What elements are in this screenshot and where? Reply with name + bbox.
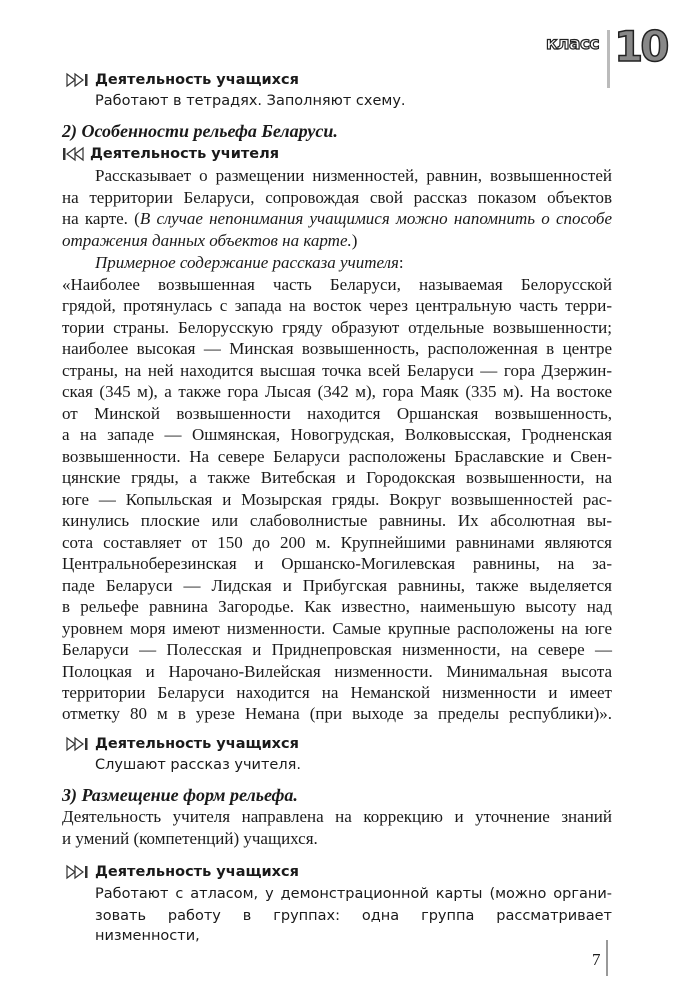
activity-text: зовать работу в группах: одна группа рассматривает низменности,	[95, 908, 612, 944]
footer-divider	[606, 940, 608, 976]
text-segment: Деятельность учителя направлена на коррекцию и уточнение знаний	[62, 807, 612, 826]
text-segment: ская (345 м), а также гора Лысая (342 м), гора Маяк (335 м). На востоке	[62, 382, 612, 401]
text-line	[95, 166, 612, 186]
text-segment: кинулись плоские или слабоволнистые равнины. Их абсолютная вы-	[62, 511, 612, 530]
section-heading: 2) Особенности рельефа Беларуси.	[62, 121, 338, 141]
text-segment: возвышенности. На севере Беларуси расположены Браславские и Свен-	[62, 447, 612, 466]
text-segment: на территории Беларуси, сопровождая свой рассказ показом объектов	[62, 188, 612, 207]
text-segment: Центральноберезинская и Оршанско-Могилевская равнины, на за-	[62, 554, 612, 573]
text-line	[62, 468, 612, 488]
text-line	[62, 339, 612, 359]
activity-heading: Деятельность учащихся	[95, 72, 299, 88]
class-label: класс	[546, 34, 600, 54]
text-line	[62, 807, 612, 827]
text-segment: цянские гряды, а также Витебская и Городокская возвышенности, на	[62, 468, 612, 487]
text-segment: страны, на ней находится высшая точка всей Беларуси — гора Дзержин-	[62, 361, 612, 380]
text-line	[62, 296, 612, 316]
text-line	[62, 209, 612, 229]
text-line	[62, 490, 612, 510]
activity-heading: Деятельность учащихся	[95, 736, 299, 752]
text-line	[62, 361, 612, 381]
activity-text: Слушают рассказ учителя.	[95, 757, 301, 773]
text-line	[62, 597, 612, 617]
italic-text: Примерное содержание рассказа учителя	[95, 253, 399, 272]
italic-text: отражения данных объектов на карте.	[62, 231, 352, 250]
text-segment: от Минской возвышенности находится Оршанская возвышенность,	[62, 404, 612, 423]
fast-forward-icon	[66, 73, 92, 87]
text-segment: отметку 80 м в урезе Немана (при выходе за пределы республики)».	[62, 704, 612, 723]
text-line	[62, 188, 612, 208]
text-segment: тории страны. Белорусскую гряду образуют отдельные возвышенности;	[62, 318, 612, 337]
text-line	[62, 275, 612, 295]
text-segment: а на западе — Ошмянская, Новогрудская, Волковысская, Гродненская	[62, 425, 612, 444]
text-line	[62, 425, 612, 445]
text-line	[62, 829, 612, 849]
text-line	[95, 253, 612, 273]
rewind-icon	[62, 147, 88, 161]
text-segment: территории Беларуси находится на Неманской низменности и имеет	[62, 683, 612, 702]
text-segment: юге — Копыльская и Мозырская гряды. Вокруг возвышенностей рас-	[62, 490, 612, 509]
text-segment: сота составляет от 150 до 200 м. Крупнейшими равнинами являются	[62, 533, 612, 552]
text-line	[62, 231, 612, 251]
text-segment: уровнем моря имеют низменности. Самые крупные расположены на юге	[62, 619, 612, 638]
activity-heading: Деятельность учителя	[90, 146, 280, 162]
fast-forward-icon	[66, 865, 92, 879]
text-line	[62, 619, 612, 639]
italic-text: В случае непонимания учащимися можно напомнить о способе	[139, 209, 612, 228]
text-segment: на карте. (	[62, 209, 140, 228]
text-segment: Беларуси — Полесская и Приднепровская низменности, на севере —	[62, 640, 612, 659]
page-number: 7	[592, 950, 601, 969]
text-line	[62, 576, 612, 596]
text-line	[62, 511, 612, 531]
activity-text: Работают в тетрадях. Заполняют схему.	[95, 93, 406, 109]
text-segment: наиболее высокая — Минская возвышенность, расположенная в центре	[62, 339, 612, 358]
text-line	[62, 533, 612, 553]
text-line	[62, 554, 612, 574]
text-segment: грядой, протянулась с запада на восток через центральную часть терри-	[62, 296, 612, 315]
text-segment: :	[398, 253, 404, 272]
grade-number: 10	[614, 22, 667, 71]
text-line	[62, 404, 612, 424]
text-line	[62, 382, 612, 402]
text-segment: «Наиболее возвышенная часть Беларуси, называемая Белорусской	[62, 275, 612, 294]
text-line	[62, 683, 612, 703]
text-segment: )	[351, 231, 358, 250]
activity-text: Работают с атласом, у демонстрационной карты (можно органи-	[95, 886, 612, 902]
text-segment: Полоцкая и Нарочано-Вилейская низменности. Минимальная высота	[62, 662, 612, 681]
text-line	[62, 704, 612, 724]
text-segment: Рассказывает о размещении низменностей, равнин, возвышенностей	[95, 166, 612, 185]
text-line	[62, 318, 612, 338]
text-line	[62, 447, 612, 467]
activity-heading: Деятельность учащихся	[95, 864, 299, 880]
section-heading: 3) Размещение форм рельефа.	[62, 785, 298, 805]
text-line	[62, 640, 612, 660]
fast-forward-icon	[66, 737, 92, 751]
text-segment: и умений (компетенций) учащихся.	[62, 829, 318, 848]
text-line	[62, 662, 612, 682]
text-segment: в рельефе равнина Загородье. Как известно, наименьшую высоту над	[62, 597, 612, 616]
text-segment: паде Беларуси — Лидская и Прибугская равнины, также выделяется	[62, 576, 612, 595]
